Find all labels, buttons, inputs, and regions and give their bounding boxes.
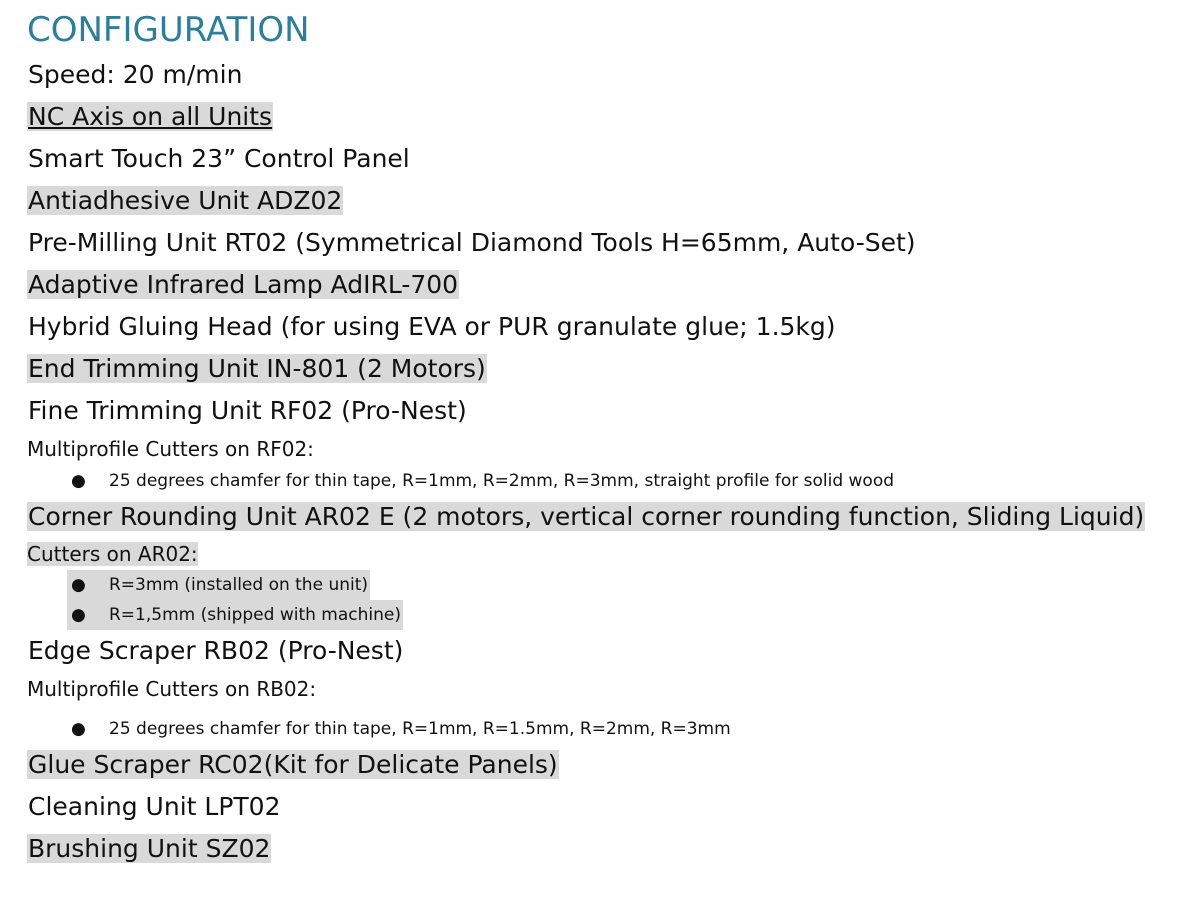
ar02-bullet-text-2: R=1,5mm (shipped with machine)	[109, 605, 401, 625]
spec-fine-trimming	[27, 390, 1193, 432]
ar02-cutters-label	[27, 538, 1193, 570]
spec-lamp-text: Adaptive Infrared Lamp AdIRL-700	[28, 270, 459, 299]
bullet-icon: ●	[71, 719, 86, 739]
spec-edge-scraper-text: Edge Scraper RB02 (Pro-Nest)	[28, 636, 404, 665]
spec-premilling-text: Pre-Milling Unit RT02 (Symmetrical Diamond Tools H=65mm, Auto-Set)	[28, 228, 916, 257]
ar02-bullet-item-2	[27, 600, 1193, 630]
spec-end-trimming-text: End Trimming Unit IN-801 (2 Motors)	[28, 354, 486, 383]
spec-cleaning	[27, 786, 1193, 828]
spec-gluing-text: Hybrid Gluing Head (for using EVA or PUR granulate glue; 1.5kg)	[28, 312, 836, 341]
ar02-bullet-item-1	[27, 570, 1193, 600]
spec-corner-rounding-text: Corner Rounding Unit AR02 E (2 motors, vertical corner rounding function, Sliding Liquid)	[28, 502, 1145, 531]
spec-cleaning-text: Cleaning Unit LPT02	[28, 792, 281, 821]
spec-lamp	[27, 264, 1193, 306]
rb02-cutters-label	[27, 672, 1193, 706]
bullet-icon: ●	[71, 605, 86, 625]
page-title: CONFIGURATION	[27, 10, 310, 50]
spacer	[27, 706, 1193, 714]
bullet-icon: ●	[71, 471, 86, 491]
spec-speed	[27, 54, 1193, 96]
spec-control-panel-text: Smart Touch 23” Control Panel	[28, 144, 410, 173]
spec-brushing-text: Brushing Unit SZ02	[28, 834, 271, 863]
rf02-cutters-label-text: Multiprofile Cutters on RF02:	[27, 437, 314, 461]
rf02-bullet-text: 25 degrees chamfer for thin tape, R=1mm, R=2mm, R=3mm, straight profile for solid wood	[109, 471, 895, 491]
spec-fine-trimming-text: Fine Trimming Unit RF02 (Pro-Nest)	[28, 396, 467, 425]
spec-nc-axis-text: NC Axis on all Units	[28, 102, 273, 131]
spec-antiadhesive	[27, 180, 1193, 222]
document-page	[27, 8, 1193, 870]
spec-gluing	[27, 306, 1193, 348]
rb02-bullet-text: 25 degrees chamfer for thin tape, R=1mm, R=1.5mm, R=2mm, R=3mm	[109, 719, 731, 739]
spec-brushing	[27, 828, 1193, 870]
spec-premilling	[27, 222, 1193, 264]
rf02-bullet-item	[27, 466, 1193, 496]
spec-nc-axis	[27, 96, 1193, 138]
spec-edge-scraper	[27, 630, 1193, 672]
spec-end-trimming	[27, 348, 1193, 390]
bullet-icon: ●	[71, 575, 86, 595]
ar02-cutters-label-text: Cutters on AR02:	[27, 542, 198, 566]
spec-antiadhesive-text: Antiadhesive Unit ADZ02	[28, 186, 343, 215]
spec-glue-scraper	[27, 744, 1193, 786]
spec-glue-scraper-text: Glue Scraper RC02(Kit for Delicate Panels)	[28, 750, 558, 779]
rb02-bullet-item	[27, 714, 1193, 744]
rb02-cutters-label-text: Multiprofile Cutters on RB02:	[27, 677, 317, 701]
spec-corner-rounding	[27, 496, 1193, 538]
spec-speed-text: Speed: 20 m/min	[28, 60, 243, 89]
spec-control-panel	[27, 138, 1193, 180]
ar02-bullet-text-1: R=3mm (installed on the unit)	[109, 575, 369, 595]
rf02-cutters-label	[27, 432, 1193, 466]
